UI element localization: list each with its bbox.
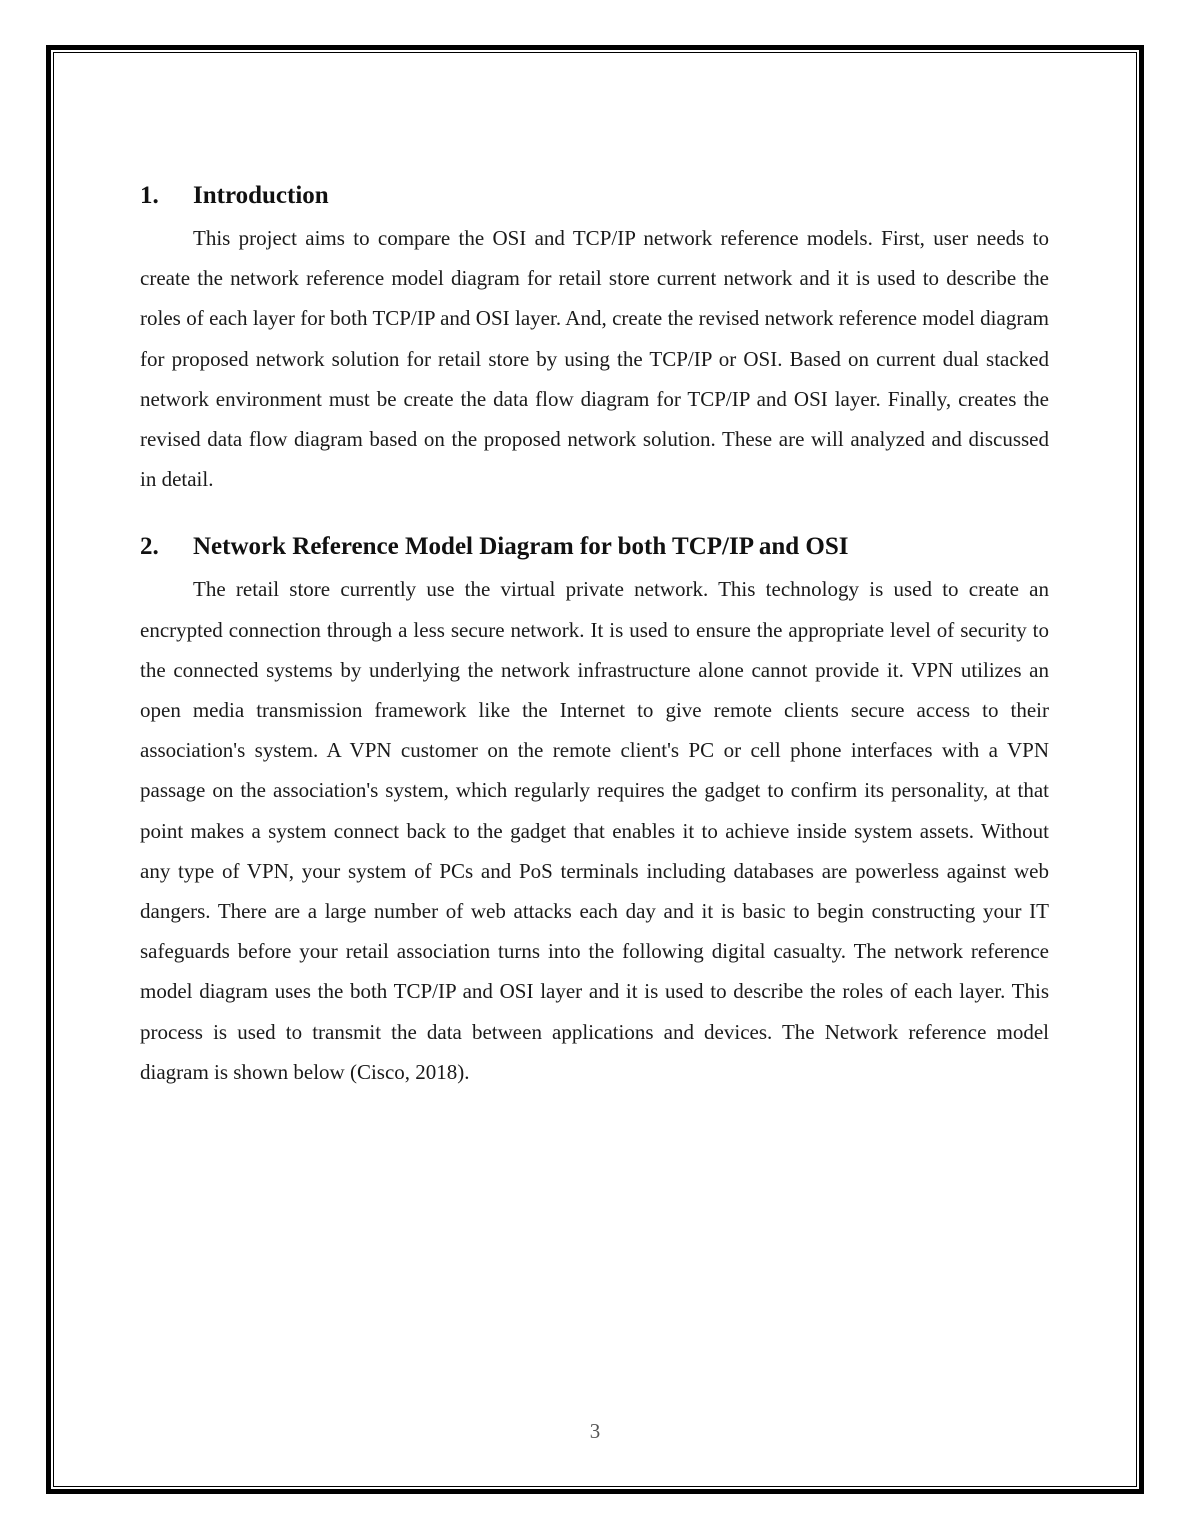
section-paragraph: This project aims to compare the OSI and TCP/IP network reference models. First, user needs to create the network reference model diagram for retail store current network and it is used to describe the roles of each layer for both TCP/IP and OSI layer. And, create the revised network reference model diagram for proposed network solution for retail store by using the TCP/IP or OSI. Based on current dual stacked network environment must be create the data flow diagram for TCP/IP and OSI layer. Finally, creates the revised data flow diagram based on the proposed network solution. These are will analyzed and discussed in detail.	[140, 226, 1049, 492]
section-number: 1.	[140, 182, 159, 209]
section-number: 2.	[140, 533, 159, 561]
document-body	[140, 176, 1049, 1092]
section-title: Network Reference Model Diagram for both TCP/IP and OSI	[193, 533, 849, 561]
section-title: Introduction	[193, 182, 329, 209]
section-heading	[140, 527, 1049, 567]
section-introduction	[140, 176, 1049, 499]
page-number: 3	[589, 1419, 601, 1443]
section-paragraph: The retail store currently use the virtual private network. This technology is used to create an encrypted connection through a less secure network. It is used to ensure the appropriate level of security to the connected systems by underlying the network infrastructure alone cannot provide it. VPN utilizes an open media transmission framework like the Internet to give remote clients secure access to their association's system. A VPN customer on the remote client's PC or cell phone interfaces with a VPN passage on the association's system, which regularly requires the gadget to confirm its personality, at that point makes a system connect back to the gadget that enables it to achieve inside system assets. Without any type of VPN, your system of PCs and PoS terminals including databases are powerless against web dangers. There are a large number of web attacks each day and it is basic to begin constructing your IT safeguards before your retail association turns into the following digital casualty. The network reference model diagram uses the both TCP/IP and OSI layer and it is used to describe the roles of each layer. This process is used to transmit the data between applications and devices. The Network reference model diagram is shown below (Cisco, 2018).	[140, 577, 1049, 1084]
section-heading	[140, 176, 1049, 216]
section-network-reference-model	[140, 527, 1049, 1092]
